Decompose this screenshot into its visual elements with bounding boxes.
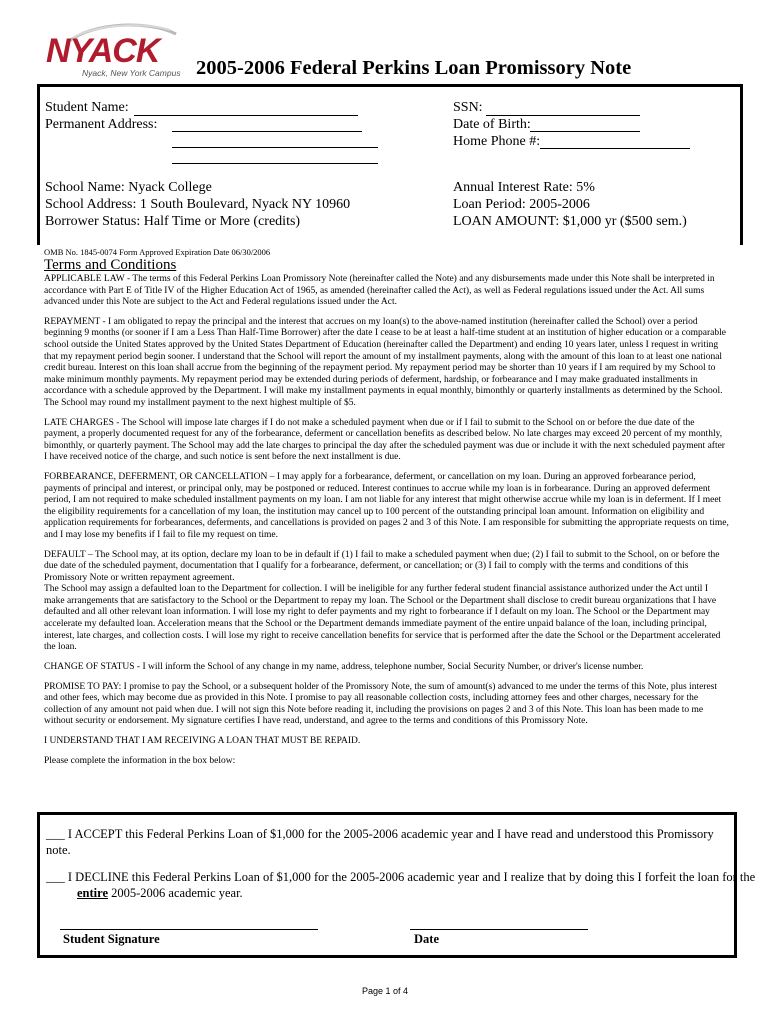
address-line-3-field[interactable] <box>172 163 378 164</box>
default-paragraph: DEFAULT – The School may, at its option, declare my loan to be in default if (1) I fail to make a scheduled payment when due; (2) I fail to submit to the School, on or before the due date of the scheduled payment, documentation that I qualify for a forbearance, deferment, or cancellation; or (3) I fail to comply with the terms and conditions of this Promissory Note or written repayment agreement. <box>44 549 720 583</box>
terms-body <box>44 274 730 776</box>
decline-emphasis: entire <box>77 886 109 900</box>
borrower-info-box <box>37 84 743 245</box>
home-phone-label: Home Phone #: <box>453 134 541 149</box>
repayment-paragraph: REPAYMENT - I am obligated to repay the principal and the interest that accrues on my loan(s) to the above-named institution (hereinafter called the School) over a period beginning 9 months (or sooner if I am a Less Than Half-Time Borrower) after the date I cease to be at least a half-time student at an institution of higher education or a comparable school outside the United States approved by the United States Department of Education (hereinafter called the Department) and ending 10 years later, unless I request in writing that my repayment period begin sooner. I understand that the School will report the amount of my installment payments, along with the amount of this loan to at least one national credit bureau. Interest on this loan shall accrue from the beginning of the repayment period. My repayment period may be shorter than 10 years if I am required by my School to make minimum monthly payments. My repayment period may be extended during periods of deferment, hardship, or forbearance and I may make graduated installments in accordance with a schedule approved by the Department. I will make my installment payments in equal monthly, bimonthly or quarterly installments as determined by the School. The School may round my installment payment to the next highest multiple of $5. <box>44 316 726 408</box>
borrower-status: Borrower Status: Half Time or More (credits) <box>45 214 301 229</box>
student-name-field[interactable] <box>134 115 358 116</box>
student-signature-line[interactable] <box>60 929 318 930</box>
date-label: Date <box>414 932 439 946</box>
acceptance-box <box>37 812 756 958</box>
decline-option-text: ___ I DECLINE this Federal Perkins Loan of $1,000 for the 2005-2006 academic year and I realize that by doing this I forfeit the loan for the <box>46 870 756 884</box>
address-line-1-field[interactable] <box>172 131 362 132</box>
interest-rate: Annual Interest Rate: 5% <box>453 180 595 195</box>
page-number: Page 1 of 4 <box>361 986 409 996</box>
student-name-label: Student Name: <box>45 100 129 115</box>
late-charges-paragraph: LATE CHARGES - The School will impose late charges if I do not make a scheduled payment when due or if I fail to submit to the School on or before the due date of the payment, a properly documented request for any of the forbearance, deferment or cancellation benefits as described below. No late charges may exceed 20 percent of my monthly, bimonthly, or quarterly payment. The School may add the late charges to principal the day after the scheduled payment was due or include it with the next scheduled payment after I have received notice of the charge, and such notice is sent before the next installment is due. <box>44 417 725 463</box>
accept-option[interactable] <box>46 826 736 858</box>
decline-option[interactable] <box>46 869 767 901</box>
terms-heading: Terms and Conditions <box>44 257 177 273</box>
please-complete-instruction: Please complete the information in the box below: <box>44 756 236 767</box>
school-address: School Address: 1 South Boulevard, Nyack NY 10960 <box>45 197 351 212</box>
promise-to-pay-paragraph: PROMISE TO PAY: I promise to pay the School, or a subsequent holder of the Promissory Note, the sum of amount(s) advanced to me under the terms of this Note, plus interest and other fees, which may become due as provided in this Note. I promise to pay all reasonable collection costs, including attorney fees and other charges, necessary for the collection of any amount not paid when due. I will not sign this Note before reading it, including the provisions on pages 2 and 3 of this Note. This loan has been made to me without security or endorsement. My signature certifies I have read, understand, and agree to the terms and conditions of this Promissory Note. <box>44 681 718 727</box>
student-signature-label: Student Signature <box>63 932 160 946</box>
loan-amount: LOAN AMOUNT: $1,000 yr ($500 sem.) <box>453 214 687 229</box>
default-assignment-paragraph: The School may assign a defaulted loan to the Department for collection. I will be ineligible for any further federal student financial assistance authorized under the Act until I make arrangements that are satisfactory to the School or the Department to repay my loan. The School or the Department shall disclose to credit bureau organizations that I have defaulted and all other relevant loan information. I will lose my right to defer payments and my right to forbearance if I default on my loan. The School or the Department may accelerate my defaulted loan. Acceleration means that the School or the Department demands immediate payment of the entire unpaid balance of the loan, including principal, interest, late charges, and collection costs. I will lose my right to receive cancellation benefits for service that is performed after the date the School or the Department accelerated the loan. <box>44 584 721 653</box>
accept-option-text: ___ I ACCEPT this Federal Perkins Loan of $1,000 for the 2005-2006 academic year and I have read and understood this Promissory note. <box>46 827 714 857</box>
understand-statement: I UNDERSTAND THAT I AM RECEIVING A LOAN THAT MUST BE REPAID. <box>44 736 361 747</box>
ssn-field[interactable] <box>486 115 640 116</box>
permanent-address-label: Permanent Address: <box>45 117 158 132</box>
decline-option-tail: 2005-2006 academic year. <box>108 886 243 900</box>
document-title: 2005-2006 Federal Perkins Loan Promissory Note <box>196 57 632 79</box>
forbearance-paragraph: FORBEARANCE, DEFERMENT, OR CANCELLATION – I may apply for a forbearance, deferment, or cancellation on my loan. During an approved forbearance period, payments of principal and interest, or principal only, may be postponed or reduced. Interest continues to accrue while my loan is in forbearance. During an approved deferment period, I am not required to make scheduled installment payments on my loan. I am not liable for any interest that might otherwise accrue while my loan is in deferment. If I meet the eligibility requirements for a cancellation of my loan, the institution may cancel up to 100 percent of the outstanding principal loan amount. Information on eligibility and application requirements for forbearances, deferments, and cancellations is provided on pages 2 and 3 of this Note. I am responsible for submitting the appropriate requests on time, and I may lose my benefits if I fail to file my request on time. <box>44 472 729 540</box>
school-name: School Name: Nyack College <box>45 180 212 195</box>
ssn-label: SSN: <box>453 100 483 115</box>
date-of-birth-field[interactable] <box>530 131 640 132</box>
applicable-law-paragraph: APPLICABLE LAW - The terms of this Federal Perkins Loan Promissory Note (hereinafter called the Note) and any disbursements made under this Note shall be interpreted in accordance with Part E of Title IV of the Higher Education Act of 1965, as amended (hereinafter called the Act), as well as Federal regulations issued under the Act. All sums advanced under this Note are subject to the Act and Federal regulations issued under the Act. <box>44 274 715 308</box>
logo-wordmark: NYACK <box>46 32 160 70</box>
nyack-logo <box>38 20 188 80</box>
address-line-2-field[interactable] <box>172 147 378 148</box>
logo-subtitle: Nyack, New York Campus <box>82 68 181 78</box>
omb-notice: OMB No. 1845-0074 Form Approved Expiration Date 06/30/2006 <box>44 247 271 257</box>
date-line[interactable] <box>410 929 588 930</box>
change-of-status-paragraph: CHANGE OF STATUS - I will inform the School of any change in my name, address, telephone number, Social Security Number, or driver's license number. <box>44 661 644 672</box>
date-of-birth-label: Date of Birth: <box>453 117 531 132</box>
home-phone-field[interactable] <box>540 148 690 149</box>
loan-period: Loan Period: 2005-2006 <box>453 197 590 212</box>
